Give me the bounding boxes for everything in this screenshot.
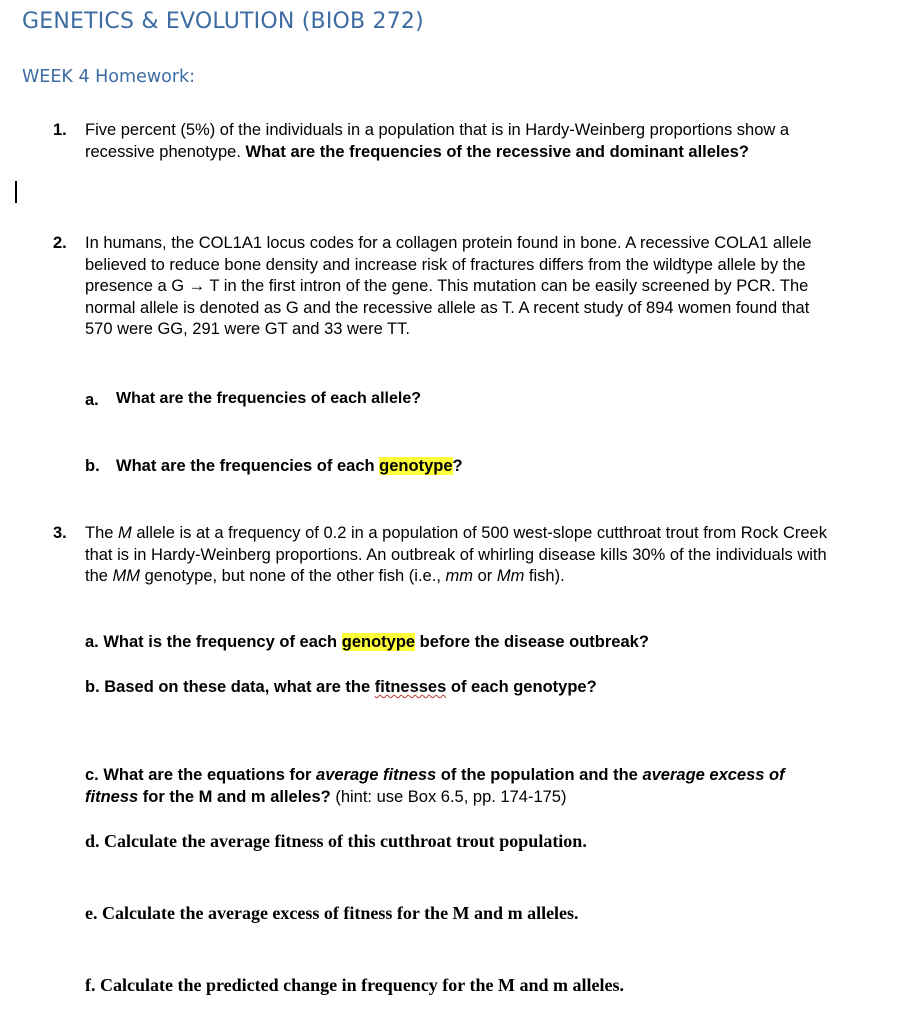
question-2b-text (116, 456, 463, 478)
q3-genotype-mm: mm (445, 567, 473, 585)
question-3e: e. Calculate the average excess of fitness for the M and m alleles. (85, 903, 579, 923)
q3-intro-part: fish). (524, 567, 565, 585)
question-3c-term: average excess of fitness (85, 766, 785, 806)
highlighted-word: genotype (341, 633, 416, 651)
question-3b (85, 677, 597, 699)
question-2b-label: b. (85, 457, 100, 475)
question-3c-part: of the population and the (436, 766, 643, 784)
question-3c-part: c. What are the equations for (85, 766, 317, 784)
question-3a-end: before the disease outbreak? (415, 633, 649, 651)
question-3-text (85, 523, 835, 588)
question-3d: d. Calculate the average fitness of this cutthroat trout population. (85, 831, 587, 851)
question-2a-label: a. (85, 391, 99, 409)
question-3b-end: of each genotype? (446, 678, 597, 696)
question-2-text: In humans, the COL1A1 locus codes for a collagen protein found in bone. A recessive COLA1 allele believed to reduce bone density and increase risk of fractures differs from the wildtype allele by the presence a G → T in the first intron of the gene. This mutation can be easily screened by PCR. The normal allele is denoted as G and the recessive allele as T. A recent study of 894 women found that 570 were GG, 291 were GT and 33 were TT. (85, 234, 812, 338)
question-3b-start: b. Based on these data, what are the (85, 678, 375, 696)
q3-genotype-Mm: Mm (496, 567, 525, 585)
course-title: GENETICS & EVOLUTION (BIOB 272) (22, 9, 424, 34)
q3-intro-part: genotype, but none of the other fish (i.e., (140, 567, 446, 585)
spellcheck-word: fitnesses (374, 678, 447, 696)
question-2-number: 2. (53, 234, 67, 252)
question-3a-start: a. What is the frequency of each (85, 633, 342, 651)
question-3c-part: for the M and m alleles? (138, 787, 331, 806)
q3-intro-part: The (85, 524, 119, 542)
question-1-number: 1. (53, 121, 67, 139)
question-1-prompt: What are the frequencies of the recessive and dominant alleles? (245, 142, 749, 161)
q3-allele-M: M (118, 524, 132, 542)
highlighted-word: genotype (379, 457, 453, 475)
week-title: WEEK 4 Homework: (22, 67, 196, 87)
question-2a-text: What are the frequencies of each allele? (116, 390, 421, 407)
question-2b-text-end: ? (452, 457, 463, 475)
q3-genotype-MM: MM (112, 567, 141, 585)
question-3a (85, 632, 649, 654)
q3-intro-part: or (472, 567, 497, 585)
question-2b-text-start: What are the frequencies of each (116, 457, 380, 475)
question-3f: f. Calculate the predicted change in frequency for the M and m alleles. (85, 975, 624, 995)
question-3c (85, 765, 815, 808)
question-3c-hint: (hint: use Box 6.5, pp. 174-175) (330, 787, 567, 806)
question-1-text (85, 120, 845, 163)
question-3c-term: average fitness (316, 766, 437, 784)
q3-intro-part: allele is at a frequency of 0.2 in a population of 500 west-slope cutthroat trout from Rock Creek that is in Hardy-Weinberg proportions. An outbreak of whirling disease kills 30% of the individuals with the (85, 524, 827, 585)
question-1-statement: Five percent (5%) of the individuals in a population that is in Hardy-Weinberg proportions show a recessive phenotype. (85, 121, 790, 161)
question-3-number: 3. (53, 524, 67, 542)
text-cursor (15, 181, 17, 203)
